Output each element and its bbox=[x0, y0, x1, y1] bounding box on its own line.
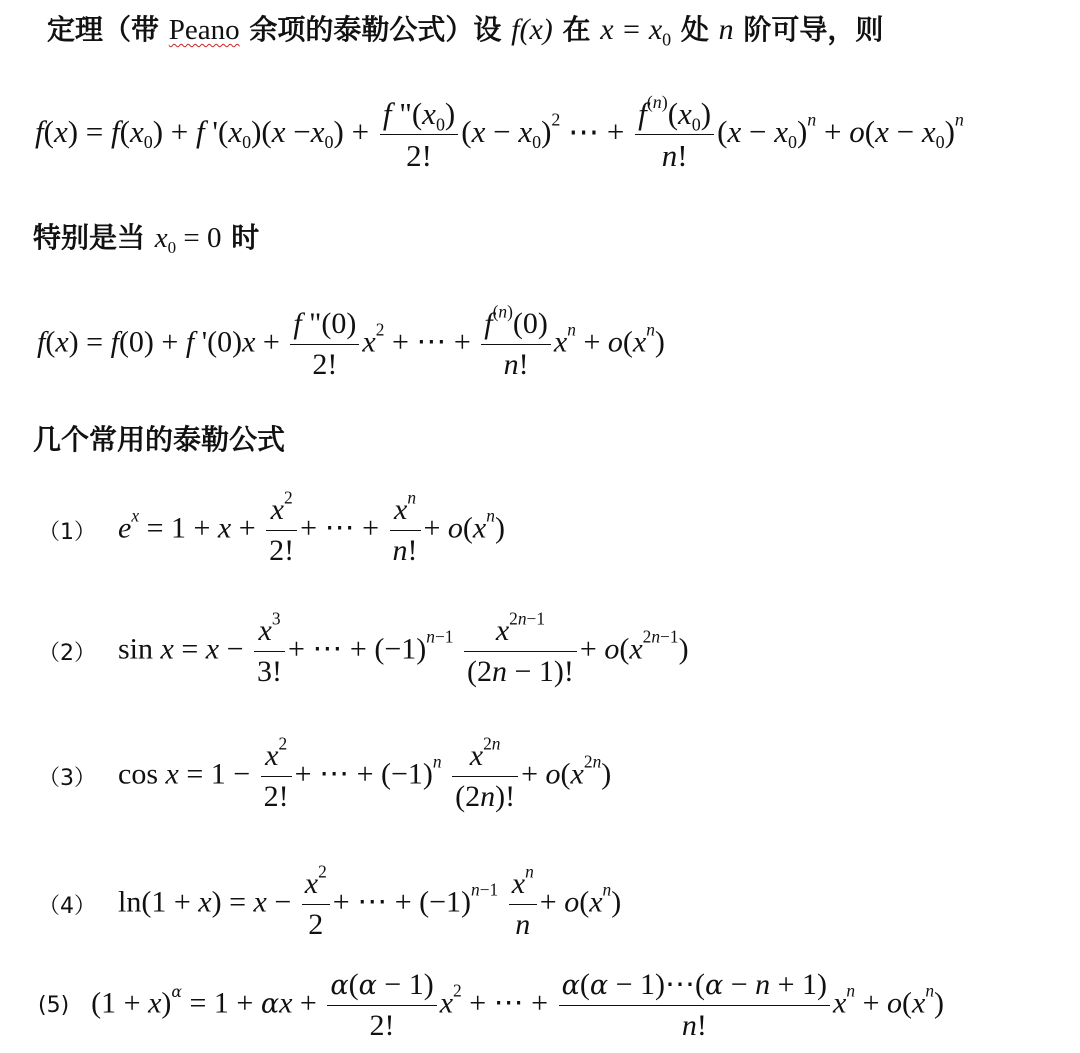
theorem-condition: x = x bbox=[600, 13, 663, 46]
frac-sin-x3: $\frac{x^3}{3!}$ bbox=[254, 614, 285, 689]
theorem-in-text: 在 bbox=[552, 13, 601, 46]
frac-cos-x2n: $\frac{x^{2n}}{(2n)!}$ bbox=[452, 739, 518, 814]
cos-series: （3） cos x = 1 − $\frac{x^2}{2!}$ + ⋯ + $(-1)^n$ $\frac{x^{2n}}{(2n)!}$ + $o(x^{2n})$ bbox=[38, 733, 612, 813]
frac-exp-x2: $\frac{x^2}{2!}$ bbox=[266, 493, 297, 568]
frac-binom-n: $\frac{\alpha(\alpha - 1)\cdots(\alpha - n + 1)}{n!}$ bbox=[559, 968, 830, 1043]
frac-cos-x2: $\frac{x^2}{2!}$ bbox=[261, 739, 292, 814]
special-case-heading bbox=[33, 216, 259, 256]
exp-series: （1） $e^x = 1 + x$ + $\frac{x^2}{2!}$ + ⋯ + $\frac{x^n}{n!}$ + $o(x^n)$ bbox=[38, 487, 505, 567]
frac-sin-x2n-1: $\frac{x^{2n-1}}{(2n - 1)!}$ bbox=[464, 614, 577, 689]
formula-label-2: （2） bbox=[38, 641, 96, 666]
sin-series: （2） sin x = x − $\frac{x^3}{3!}$ + ⋯ + $(-1)^{n-1}$ $\frac{x^{2n-1}}{(2n - 1)!}$ + $o(x^{2n-1})$ bbox=[38, 608, 689, 688]
formula-label-3: （3） bbox=[38, 766, 96, 791]
frac-nth-derivative: $\frac{f^{(n)}(x_0)}{n!}$ bbox=[635, 96, 714, 173]
frac-maclaurin-second: $\frac{f "(0)}{2!}$ bbox=[290, 307, 359, 382]
special-var: x bbox=[154, 222, 168, 254]
theorem-at-text: 处 bbox=[671, 13, 719, 46]
theorem-paren-rest: 余项的泰勒公式）设 bbox=[239, 13, 512, 46]
ln-series: （4） ln(1 + x) = x − $\frac{x^2}{2}$ + ⋯ + $(-1)^{n-1}$ $\frac{x^n}{n}$ + $o(x^n)$ bbox=[38, 861, 622, 941]
theorem-paren-open: （带 bbox=[103, 13, 169, 46]
theorem-fx: f(x) bbox=[511, 13, 553, 46]
special-eq: = 0 bbox=[176, 222, 222, 254]
special-suffix: 时 bbox=[221, 221, 260, 254]
frac-ln-xn: $\frac{x^n}{n}$ bbox=[509, 867, 537, 942]
formula-label-5: (5) bbox=[38, 993, 70, 1018]
frac-ln-x2: $\frac{x^2}{2}$ bbox=[302, 867, 330, 942]
binomial-series: (5) $(1 + x)^\alpha = 1 + \alpha x$ + $\frac{\alpha(\alpha - 1)}{2!}$ $x^2$ + ⋯ + $\frac{\alpha(\alpha - 1)\cdots(\alpha - n + 1)}{n!}$ $x^n + o(x^n)$ bbox=[38, 968, 945, 1042]
theorem-label: 定理 bbox=[47, 13, 104, 46]
frac-second-derivative: $\frac{f "(x_0)}{2!}$ bbox=[380, 96, 458, 173]
theorem-sub0: 0 bbox=[662, 29, 672, 50]
peano-word: Peano bbox=[168, 14, 240, 46]
frac-exp-xn: $\frac{x^n}{n!}$ bbox=[390, 493, 421, 568]
section-title: 几个常用的泰勒公式 bbox=[33, 423, 286, 456]
frac-maclaurin-nth: $\frac{f^{(n)}(0)}{n!}$ bbox=[481, 307, 551, 382]
maclaurin-formula: f(x) = f(0) + f '(0)x + $\frac{f "(0)}{2!}$ $x^2$ + ⋯ + $\frac{f^{(n)}(0)}{n!}$ $x^n + o(x^n)$ bbox=[37, 301, 665, 381]
special-sub0: 0 bbox=[167, 237, 177, 257]
formula-label-4: （4） bbox=[38, 894, 96, 919]
taylor-general-formula: $f(x) = f(x_0) + f$ '$(x_0)(x -x_0)$ + $\frac{f "(x_0)}{2!}$ $(x - x_0)^2$ ⋯ + $\frac{f^{(n)}(x_0)}{n!}$ $(x - x_0)^n + o(x - x_0)^n$ bbox=[35, 91, 964, 173]
theorem-heading bbox=[47, 8, 883, 48]
frac-binom-2: $\frac{\alpha(\alpha - 1)}{2!}$ bbox=[327, 968, 436, 1043]
theorem-n: n bbox=[718, 13, 734, 46]
theorem-end-text: 阶可导，则 bbox=[733, 13, 884, 46]
special-prefix: 特别是当 bbox=[33, 221, 155, 254]
formula-label-1: （1） bbox=[38, 520, 96, 545]
